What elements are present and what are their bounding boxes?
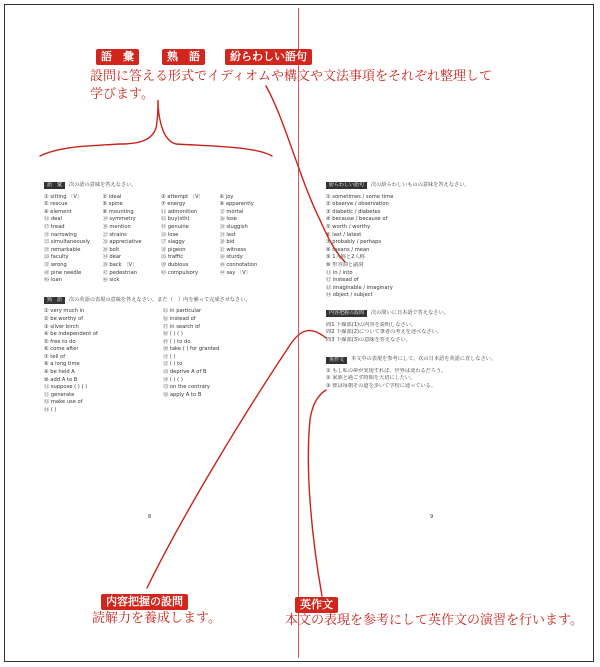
page-spine (298, 8, 299, 658)
list-item: ① very much in (44, 308, 85, 315)
list-item: ⑳ take ( ) for granted (163, 346, 220, 353)
list-item: ⑭ object / subject (326, 292, 373, 299)
list-item: ㉞ dear (102, 254, 122, 261)
list-item: ① sitting 〔V〕 (44, 193, 83, 200)
list-item: ② observe / observation (326, 201, 389, 208)
list-item: 問1 下線部(1)の内容を説明しなさい。 (326, 321, 417, 328)
list-item: ㉜ witness (219, 246, 246, 253)
list-item: ㉔ last (219, 231, 236, 238)
list-item: ⑤ rescue (44, 201, 68, 208)
list-item: ② be worthy of (44, 315, 84, 322)
vocab-instruction: 次の語の意味を答えなさい。 (69, 182, 137, 188)
list-item: ⑧ means / mean (326, 246, 370, 253)
list-item: ⑦ probably / perhaps (326, 239, 382, 246)
list-item: ③ 彼は毎朝その道を歩いて学校に通っている。 (326, 383, 437, 390)
list-item: ④ joy (219, 193, 234, 200)
left-page-number: 8 (148, 514, 152, 520)
top-description-line1: 設問に答える形式でイディオムや構文や文法事項をそれぞれ整理して (90, 69, 492, 84)
idiom-tag: 熟 語 (162, 49, 205, 65)
list-item: ⑰ tread (44, 223, 65, 230)
composition-list (326, 368, 556, 391)
list-item: ㊳ back 〔V〕 (102, 261, 138, 268)
list-item: ⑭ symmetry (102, 216, 136, 223)
list-item: ㉛ pigeon (161, 246, 186, 253)
list-item: ㉓ deprive A of B (163, 369, 207, 376)
vocab-list (44, 194, 272, 285)
composition-section-label: 英作文 (326, 357, 347, 364)
list-item: ㉟ traffic (161, 254, 184, 261)
idiom-section-header (44, 297, 272, 305)
list-item: ⑩ mounting (102, 208, 134, 215)
list-item: ④ be independent of (44, 331, 98, 338)
list-item: ⑲ ( ) to do (163, 338, 191, 345)
list-item: ㊸ compulsory (161, 269, 199, 276)
list-item: ㊲ wrong (44, 261, 67, 268)
list-item: ㉙ remarkable (44, 246, 81, 253)
confusing-section-header (326, 182, 556, 190)
list-item: ㊵ connotation (219, 261, 258, 268)
list-item: ⑮ in particular (163, 308, 202, 315)
list-item: ⑪ in / into (326, 269, 353, 276)
list-item: ⑫ instead of (326, 277, 359, 284)
right-page-number: 9 (430, 514, 434, 520)
list-item: ⑱ mention (102, 223, 131, 230)
comprehension-list (326, 322, 556, 345)
list-item: ㉚ bolt (102, 246, 120, 253)
left-page (44, 182, 272, 415)
list-item: ⑬ imaginable / imaginary (326, 284, 393, 291)
list-item: ⑤ worth / worthy (326, 223, 371, 230)
list-item: ㉕ on the contrary (163, 384, 210, 391)
list-item: ㉓ lose (161, 231, 179, 238)
vocab-section-label: 語 彙 (44, 182, 65, 189)
idiom-instruction: 次の英語の表現の意味を答えなさい。また（ ）内を補って完成させなさい。 (69, 296, 251, 303)
confusing-section-label: 紛らわしい語句 (326, 182, 367, 189)
list-item: ① sometimes / some time (326, 193, 394, 200)
list-item: ⑨ 1人称と2人称 (326, 254, 365, 261)
list-item: ⑰ in search of (163, 323, 201, 330)
list-item: ㊹ say 〔V〕 (219, 269, 251, 276)
list-item: ㉘ bid (219, 239, 235, 246)
confusing-instruction: 次の紛らわしいものの意味を答えなさい。 (371, 182, 470, 188)
list-item: ㊷ pedestrian (102, 269, 138, 276)
list-item: ㉒ strains (102, 231, 127, 238)
list-item: ① もし私の夢が実現すれば、世界は変わるだろう。 (326, 367, 447, 374)
composition-section-header (326, 356, 556, 364)
list-item: ㊺ loan (44, 277, 62, 284)
list-item: ㉑ ( ) (163, 353, 176, 360)
list-item: ④ because / because of (326, 216, 388, 223)
composition-tag: 英作文 (295, 597, 338, 613)
idiom-list (44, 308, 272, 414)
list-item: ⑥ come after (44, 346, 79, 353)
top-description-line2: 学びます。 (90, 87, 154, 102)
list-item: ㊶ pine needle (44, 269, 82, 276)
list-item: ⑯ instead of (163, 315, 196, 322)
list-item: ⑦ tell of (44, 353, 66, 360)
list-item: ⑳ sluggish (219, 223, 248, 230)
comprehension-instruction: 次の問いに日本語で答えなさい。 (371, 309, 449, 316)
list-item: ⑥ spine (102, 201, 123, 208)
list-item: ㉖ appreciative (102, 239, 142, 246)
list-item: ㉑ narrowing (44, 231, 77, 238)
list-item: ⑩ 形容詞と副詞 (326, 261, 364, 268)
list-item: ㉖ apply A to B (163, 391, 202, 398)
list-item: ⑧ apparently (219, 201, 254, 208)
list-item: ㊻ sick (102, 277, 120, 284)
list-item: ③ silver birch (44, 323, 79, 330)
list-item: 問2 下線部(2)について筆者の考えを述べなさい。 (326, 329, 442, 336)
list-item: ㉗ slaggy (161, 239, 185, 246)
list-item: ⑤ free to do (44, 338, 76, 345)
comprehension-section-label: 内容把握の設問 (326, 310, 367, 317)
list-item: ⑪ suppose ( ) ( ) (44, 384, 88, 391)
idiom-column-2 (163, 308, 272, 414)
list-item: ⑩ add A to B (44, 376, 78, 383)
list-item: ③ attempt 〔V〕 (161, 193, 204, 200)
list-item: ⑲ genuine (161, 223, 189, 230)
list-item: ㉕ simultaneously (44, 239, 91, 246)
comprehension-tag: 内容把握の設問 (101, 594, 188, 610)
idiom-section-label: 熟 語 (44, 297, 65, 304)
vocab-section-header (44, 182, 272, 190)
list-item: ⑥ last / latest (326, 231, 362, 238)
list-item: ㊴ dubious (161, 261, 189, 268)
list-item: ③ diabetic / diabetes (326, 208, 381, 215)
list-item: ② ideal (102, 193, 122, 200)
confusing-words-tag: 紛らわしい語句 (225, 49, 312, 65)
list-item: ⑮ buy(sth) (161, 216, 190, 223)
confusing-list (326, 194, 556, 300)
list-item: ㊱ sturdy (219, 254, 243, 261)
list-item: ⑪ admonition (161, 208, 198, 215)
right-page (326, 182, 556, 391)
list-item: ⑭ ( ) (44, 407, 57, 414)
list-item: 問3 下線部(3)の意味を答えなさい。 (326, 336, 411, 343)
list-item: ⑱ ( ) ( ) (163, 331, 183, 338)
list-item: ⑨ element (44, 208, 72, 215)
list-item: ② 家族と過ごす時間を大切にしたい。 (326, 375, 416, 382)
list-item: ⑨ be held A (44, 369, 75, 376)
list-item: ⑧ a long time (44, 361, 80, 368)
list-item: ⑫ generate (44, 391, 75, 398)
composition-instruction: 本文中の表現を参考にして、次の日本語を英語に直しなさい。 (351, 356, 497, 363)
comprehension-section-header (326, 310, 556, 318)
list-item: ㉒ ( ) to (163, 361, 183, 368)
composition-description: 本文の表現を参考にして英作文の演習を行います。 (285, 613, 583, 628)
idiom-column-1 (44, 308, 153, 414)
vocab-tag: 語 彙 (96, 49, 139, 65)
list-item: ⑫ mortal (219, 208, 244, 215)
list-item: ⑯ lose (219, 216, 237, 223)
list-item: ⑦ energy (161, 201, 186, 208)
list-item: ㉝ faculty (44, 254, 69, 261)
comprehension-description: 読解力を養成します。 (92, 611, 221, 626)
list-item: ㉔ ( ) ( ) (163, 376, 183, 383)
list-item: ⑬ deal (44, 216, 62, 223)
list-item: ⑬ make use of (44, 399, 83, 406)
